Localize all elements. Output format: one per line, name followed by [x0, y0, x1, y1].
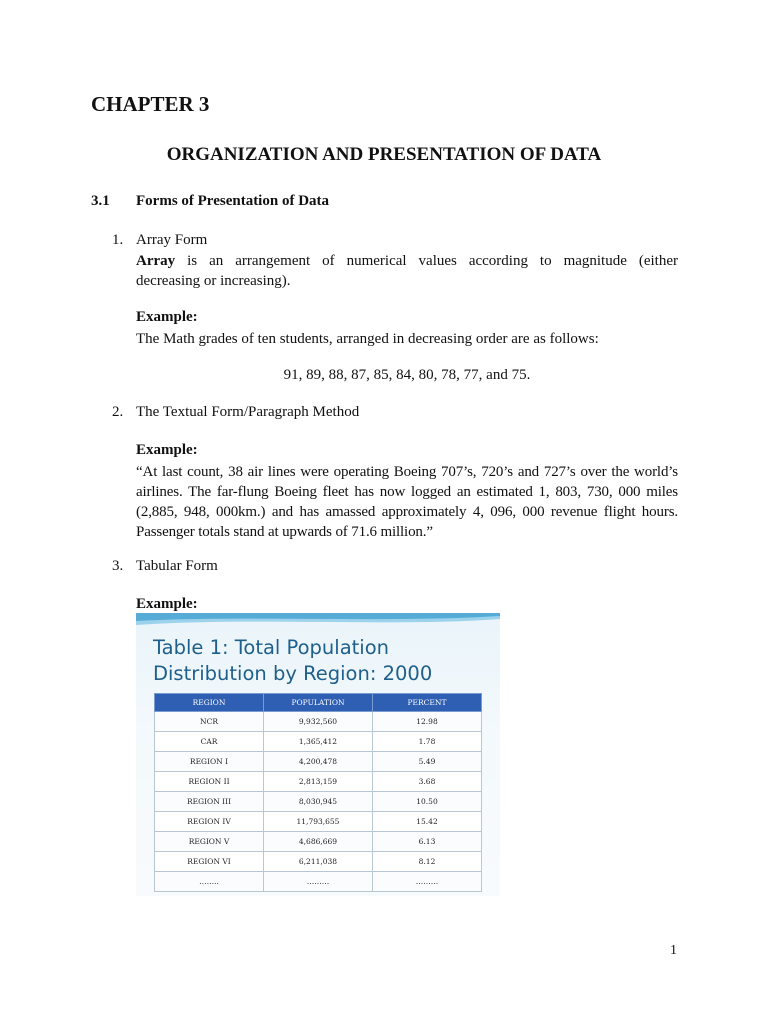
percent-cell: 15.42: [373, 812, 482, 832]
item-3-title: Tabular Form: [136, 558, 218, 574]
item-1-title: Array Form: [136, 232, 208, 248]
item-2-number: 2.: [112, 404, 124, 420]
array-definition-line2: decreasing or increasing).: [136, 273, 291, 289]
region-cell: CAR: [155, 732, 264, 752]
population-cell: 6,211,038: [264, 852, 373, 872]
percent-cell: 5.49: [373, 752, 482, 772]
percent-cell: 10.50: [373, 792, 482, 812]
array-term: Array: [136, 253, 176, 269]
item-1-number: 1.: [112, 232, 124, 248]
population-cell: 8,030,945: [264, 792, 373, 812]
population-cell: ………: [264, 872, 373, 892]
population-cell: 4,686,669: [264, 832, 373, 852]
column-header-population: POPULATION: [264, 694, 373, 712]
percent-cell: 1.78: [373, 732, 482, 752]
percent-cell: 8.12: [373, 852, 482, 872]
column-header-percent: PERCENT: [373, 694, 482, 712]
population-cell: 4,200,478: [264, 752, 373, 772]
region-cell: REGION II: [155, 772, 264, 792]
table-row: [155, 732, 482, 752]
table-row: [155, 792, 482, 812]
table-row: [155, 712, 482, 732]
region-cell: REGION I: [155, 752, 264, 772]
textual-quote: “At last count, 38 air lines were operating Boeing 707’s, 720’s and 727’s over the world’s airlines. The far-flung Boeing fleet has now logged an estimated 1, 803, 730, 000 miles (2,885, 948, 000km.) and has amassed approximately 4, 096, 000 revenue flight hours. Passenger totals stand at upwards of 71.6 million.”: [136, 464, 678, 540]
table-title-line2: Distribution by Region: 2000: [153, 662, 433, 685]
chapter-title: ORGANIZATION AND PRESENTATION OF DATA: [166, 144, 602, 165]
section-number: 3.1: [91, 193, 110, 209]
population-cell: 2,813,159: [264, 772, 373, 792]
table-title-line1: Table 1: Total Population: [153, 636, 389, 659]
table-row: [155, 832, 482, 852]
region-cell: NCR: [155, 712, 264, 732]
section-title: Forms of Presentation of Data: [136, 193, 330, 209]
population-cell: 9,932,560: [264, 712, 373, 732]
array-definition-line1: is an arrangement of numerical values according to magnitude (either: [175, 253, 678, 269]
percent-cell: 3.68: [373, 772, 482, 792]
table-row: [155, 852, 482, 872]
header-swoosh-graphic: [136, 613, 500, 629]
population-cell: 11,793,655: [264, 812, 373, 832]
table-image-title: [153, 635, 493, 687]
population-cell: 1,365,412: [264, 732, 373, 752]
item-1-example-text: The Math grades of ten students, arranged in decreasing order are as follows:: [136, 331, 599, 347]
percent-cell: 12.98: [373, 712, 482, 732]
region-cell: REGION V: [155, 832, 264, 852]
region-cell: REGION III: [155, 792, 264, 812]
region-cell: REGION VI: [155, 852, 264, 872]
population-table-image: [136, 613, 500, 896]
region-cell: REGION IV: [155, 812, 264, 832]
array-definition: [136, 251, 678, 291]
chapter-heading: CHAPTER 3: [91, 92, 210, 116]
item-2-example-label: Example:: [136, 442, 198, 458]
table-row: [155, 752, 482, 772]
percent-cell: ………: [373, 872, 482, 892]
table-row: [155, 812, 482, 832]
item-3-number: 3.: [112, 558, 124, 574]
column-header-region: REGION: [155, 694, 264, 712]
page-number: 1: [670, 943, 677, 958]
item-1-example-label: Example:: [136, 309, 198, 325]
item-3-example-label: Example:: [136, 596, 198, 612]
item-2-title: The Textual Form/Paragraph Method: [136, 404, 360, 420]
grades-values: 91, 89, 88, 87, 85, 84, 80, 78, 77, and 75.: [283, 367, 531, 383]
table-row: [155, 772, 482, 792]
percent-cell: 6.13: [373, 832, 482, 852]
table-row: [155, 872, 482, 892]
region-cell: ……..: [155, 872, 264, 892]
population-table: [154, 693, 482, 892]
